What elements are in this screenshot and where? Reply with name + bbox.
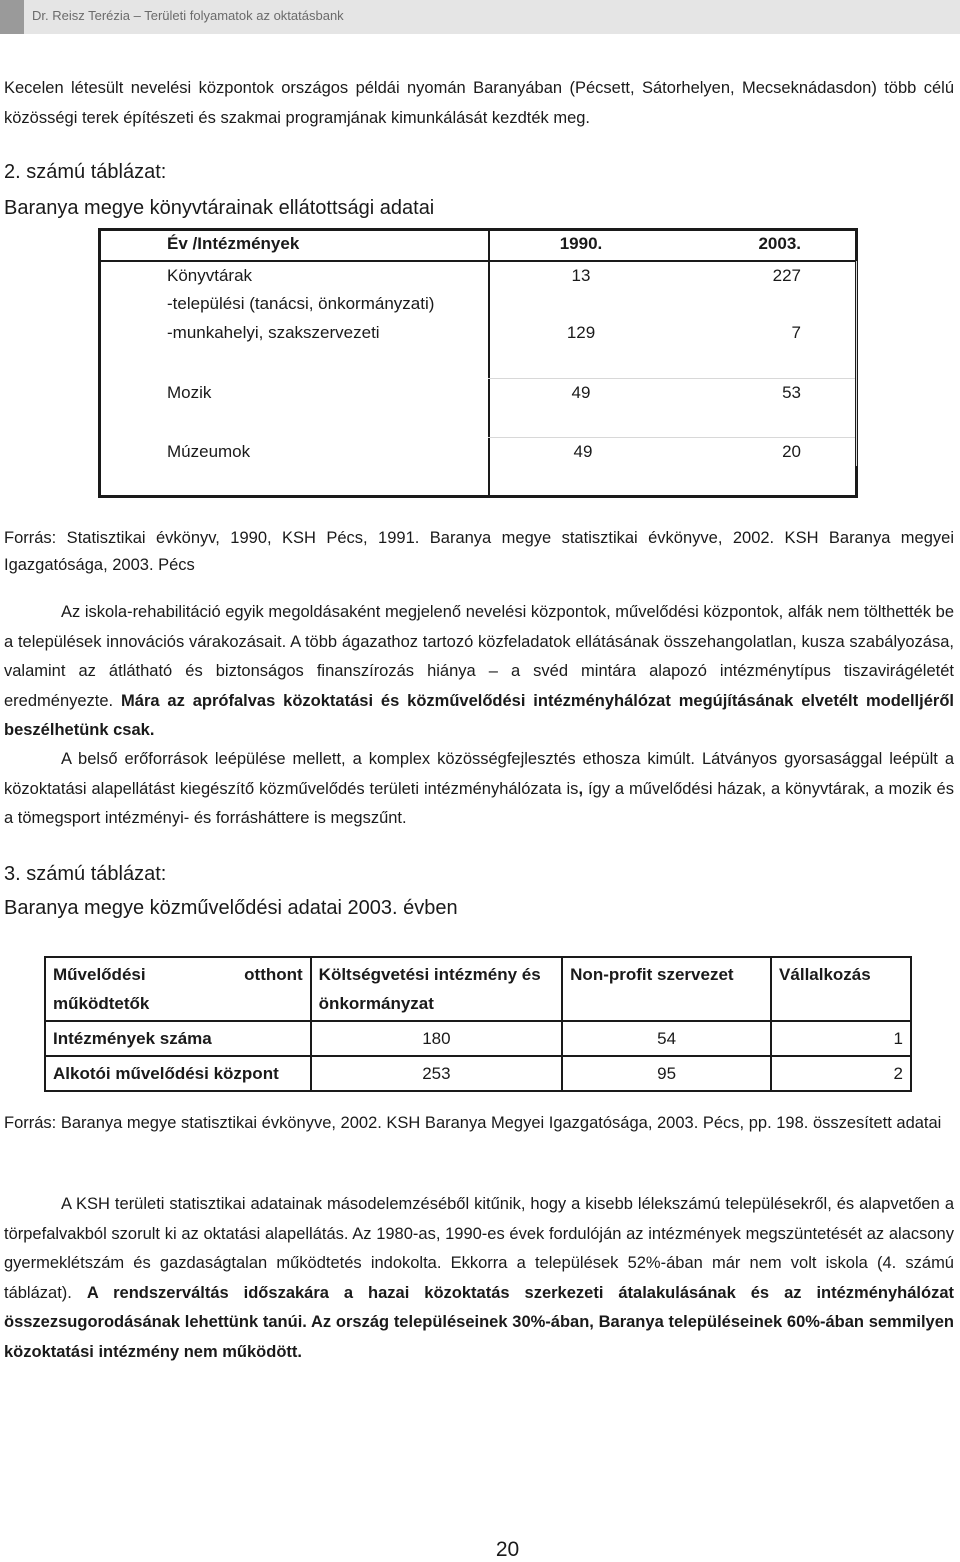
table-divider-header — [101, 260, 855, 262]
paragraph-rehabilitation-emphasis: Mára az aprófalvas közoktatási és közművelődési intézményhálózat megújításának elvetélt modelljéről beszélhetünk csak. — [4, 691, 954, 739]
cultural-table — [44, 956, 912, 1092]
institutions-budget: 180 — [311, 1021, 562, 1056]
page-header — [0, 0, 960, 34]
paragraph-ksh-text: A KSH területi statisztikai adatainak másodelemzéséből kitűnik, hogy a kisebb lélekszámú településekről, és alapvetően a törpefalvakból szorult ki az oktatási alapellátás. Az 1980-as, 1990-es évek fordulóján az intézmények megszüntetését az alacsony gyermeklétszám és gazdaságtalan működtetés indokolta. Ekkorra a települések 52%-ában már nem volt iskola (4. számú táblázat). — [4, 1195, 954, 1302]
page-number: 20 — [495, 1538, 520, 1561]
paragraph-decline-comma: , — [578, 779, 584, 798]
table-header-2003: 2003. — [758, 234, 801, 253]
institutions-enterprise: 1 — [771, 1021, 911, 1056]
header-operators: Művelődési otthont működtetők — [45, 957, 311, 1021]
paragraph-rehabilitation-text: Az iskola-rehabilitáció egyik megoldásaként megjelenő nevelési központok, művelődési központok, alfák nem tölthették be a települések innovációs várakozásait. A több ágazathoz tartozó közfeladatok ellátásának összehangolatlan, kusza szabályozása, valamint az átlátható és biztonságos finanszírozás hiánya – a svéd mintára alapozó intézménytípus tiszavirágéletét eredményezte. — [4, 603, 954, 710]
table-header-label: Év /Intézmények — [167, 234, 300, 253]
libraries-1990-top: 13 — [571, 266, 591, 285]
table-divider-right — [856, 261, 857, 466]
table-row — [45, 1056, 911, 1091]
table-row — [45, 1021, 911, 1056]
museums-1990: 49 — [573, 442, 593, 461]
row-label-museums: Múzeumok — [167, 442, 251, 461]
table3-source: Forrás: Baranya megye statisztikai évkönyve, 2002. KSH Baranya Megyei Igazgatósága, 2003. Pécs, pp. 198. összesített adatai — [4, 1114, 942, 1132]
paragraph-decline-text-1: A belső erőforrások leépülése mellett, a komplex közösségfejlesztés ethosza kimúlt. Látványos gyorsasággal leépült a közoktatási alapellátást kiegészítő közművelődés területi intézményhálózata is — [4, 750, 954, 798]
header-enterprise: Vállalkozás — [771, 957, 911, 1021]
header-budget-institution: Költségvetési intézmény és önkormányzat — [311, 957, 562, 1021]
libraries-2003-top: 227 — [772, 266, 801, 285]
paragraph-intro: Kecelen létesült nevelési központok országos példái nyomán Baranyában (Pécsett, Sátorhelyen, Mecseknádasdon) több célú közösségi terek építészeti és szakmai programjának kimunkálását kezdték meg. — [4, 79, 954, 127]
table-header-row — [45, 957, 911, 1021]
cinemas-1990: 49 — [571, 383, 591, 402]
institutions-nonprofit: 54 — [562, 1021, 771, 1056]
row-label-cinemas: Mozik — [167, 383, 212, 402]
table-divider-vertical — [488, 231, 490, 495]
table2-caption-title: Baranya megye könyvtárainak ellátottsági adatai — [4, 197, 435, 219]
table2-source: Forrás: Statisztikai évkönyv, 1990, KSH Pécs, 1991. Baranya megye statisztikai évkönyve, 2002. KSH Baranya megyei Igazgatósága, 2003. Pécs — [4, 529, 954, 574]
row-separator — [488, 437, 855, 438]
library-table — [98, 228, 858, 498]
row-label-institutions: Intézmények száma — [45, 1021, 311, 1056]
row-label-libraries-workplace: -munkahelyi, szakszervezeti — [167, 323, 380, 342]
row-label-libraries-municipal: -települési (tanácsi, önkormányzati) — [167, 294, 435, 313]
libraries-1990-bottom: 129 — [566, 323, 596, 342]
paragraph-ksh-analysis — [4, 1190, 954, 1367]
creative-budget: 253 — [311, 1056, 562, 1091]
header-accent — [0, 0, 24, 34]
paragraph-decline-text-2: így a művelődési házak, a könyvtárak, a mozik és a tömegsport intézményi- és forrásháttere is megszűnt. — [4, 779, 954, 827]
libraries-2003-bottom: 7 — [791, 323, 801, 342]
creative-nonprofit: 95 — [562, 1056, 771, 1091]
table-header-1990: 1990. — [559, 234, 603, 253]
museums-2003: 20 — [782, 442, 801, 461]
table2-caption-number: 2. számú táblázat: — [4, 161, 167, 183]
header-nonprofit: Non-profit szervezet — [562, 957, 771, 1021]
cinemas-2003: 53 — [782, 383, 801, 402]
table3-caption-number: 3. számú táblázat: — [4, 863, 167, 885]
paragraph-decline — [4, 745, 954, 834]
paragraph-ksh-emphasis: A rendszerváltás időszakára a hazai közoktatás szerkezeti átalakulásának és az intézményhálózat összezsugorodásának lehettünk tanúi. Az ország településeinek 30%-ában, Baranya településeinek 60%-ában semmilyen közoktatási intézmény nem működött. — [4, 1283, 954, 1361]
row-label-libraries: Könyvtárak — [167, 266, 253, 285]
creative-enterprise: 2 — [771, 1056, 911, 1091]
table3-caption-title: Baranya megye közművelődési adatai 2003. évben — [4, 897, 458, 919]
paragraph-rehabilitation — [4, 598, 954, 746]
running-header: Dr. Reisz Terézia – Területi folyamatok az oktatásbank — [32, 8, 344, 23]
row-separator — [488, 378, 855, 379]
row-label-creative-centre: Alkotói művelődési központ — [45, 1056, 311, 1091]
